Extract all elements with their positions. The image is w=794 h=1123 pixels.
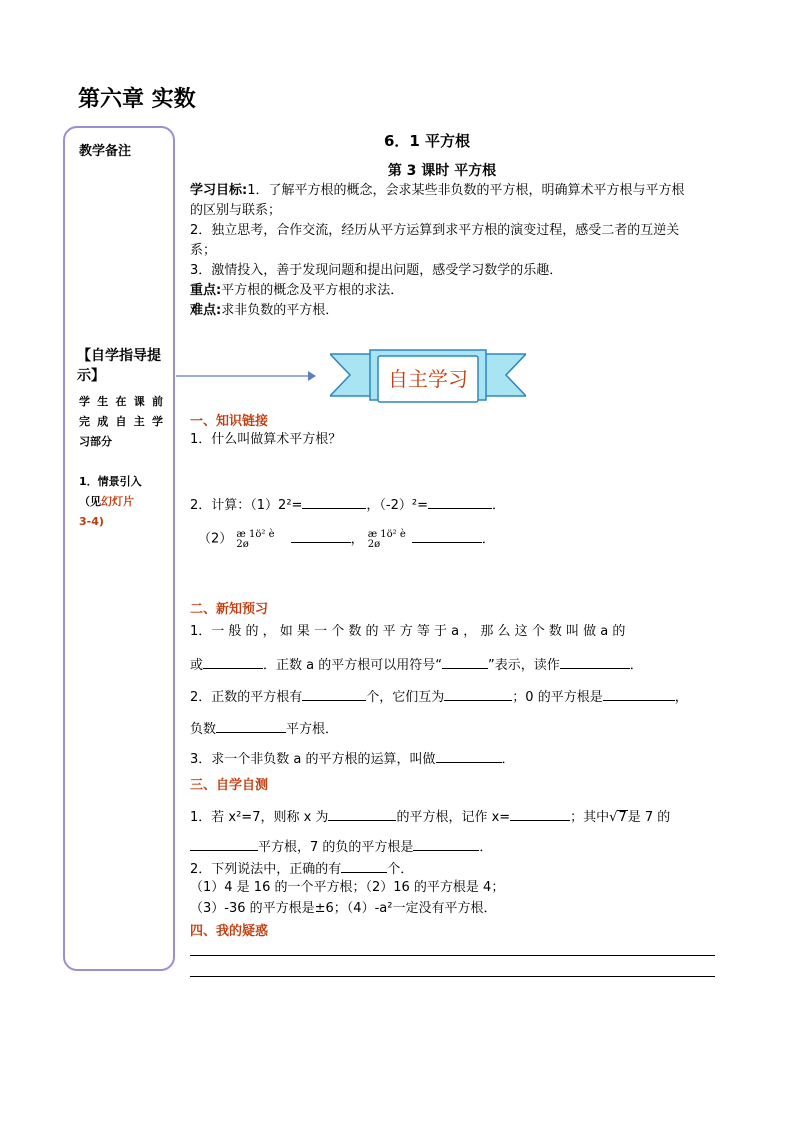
- preview-1-pre: 或: [190, 658, 204, 673]
- lesson-subtitle: 第 3 课时 平方根: [387, 163, 497, 179]
- self-test-2-b: 个．: [387, 862, 414, 877]
- sidebar-ref: [79, 492, 165, 532]
- preview-2-line-2: [190, 718, 718, 740]
- sidebar-note-line: 习部分: [79, 435, 112, 448]
- self-test-1-e: 平方根，7 的负的平方根是: [258, 840, 414, 855]
- answer-line[interactable]: [190, 976, 715, 977]
- answer-blank[interactable]: [302, 686, 366, 701]
- answer-blank[interactable]: [436, 748, 502, 763]
- preview-2-a: 2．正数的平方根有: [190, 690, 303, 705]
- fraction-expression: æ 1ö² è 2ø: [236, 528, 275, 550]
- self-test-2-options-2: （3）-36 的平方根是±6；（4）-a²一定没有平方根．: [190, 901, 497, 916]
- sidebar-ref-link: 幻灯片: [101, 495, 134, 508]
- sidebar-ref-close: 3-4): [79, 515, 104, 528]
- preview-3-end: ．: [501, 752, 515, 767]
- answer-blank[interactable]: [510, 806, 570, 821]
- question-3-end: ．: [481, 532, 495, 547]
- answer-blank[interactable]: [216, 718, 286, 733]
- preview-2-b: 个，它们互为: [366, 690, 445, 705]
- sidebar-intro: 1．情景引入: [79, 475, 142, 488]
- answer-blank[interactable]: [302, 494, 366, 509]
- answer-blank[interactable]: [560, 654, 630, 669]
- sidebar-note-line: 完成自主学: [79, 415, 163, 428]
- preview-2-d: ，: [674, 690, 688, 705]
- sqrt-radicand: 7: [618, 810, 627, 825]
- preview-3: [190, 748, 718, 770]
- sidebar-label: 教学备注: [79, 144, 132, 159]
- answer-blank[interactable]: [328, 806, 396, 821]
- sidebar-note: [79, 392, 163, 452]
- self-test-2-options-1: （1）4 是 16 的一个平方根；（2）16 的平方根是 4；: [190, 880, 505, 895]
- objectives-label: 学习目标:: [190, 183, 248, 198]
- objective-2: 2．独立思考，合作交流，经历从平方运算到求平方根的演变过程，感受二者的互逆关: [190, 223, 680, 238]
- section-knowledge-link: 一、知识链接: [190, 414, 269, 429]
- question-3-label: （2）: [198, 531, 233, 547]
- self-test-1-a: 1．若 x²=7，则称 x 为: [190, 810, 329, 825]
- self-test-1-end: ．: [479, 840, 493, 855]
- question-2-part-b: ，（-2）²=: [366, 498, 428, 513]
- preview-1-mid2: ”表示，读作: [487, 658, 560, 673]
- answer-blank[interactable]: [428, 494, 492, 509]
- key-point-label: 重点:: [190, 283, 222, 298]
- self-test-2-a: 2．下列说法中，正确的有: [190, 862, 342, 877]
- objectives: [190, 181, 718, 321]
- preview-1-mid: ．正数 a 的平方根可以用符号“: [263, 658, 442, 673]
- difficulty-label: 难点:: [190, 303, 222, 318]
- question-2-end: ．: [492, 498, 506, 513]
- self-test-1-line-2: [190, 836, 718, 858]
- key-point-text: 平方根的概念及平方根的求法．: [221, 283, 404, 298]
- objective-1b: 的区别与联系；: [190, 203, 282, 218]
- preview-2-c: ；0 的平方根是: [512, 690, 603, 705]
- answer-line[interactable]: [190, 955, 715, 956]
- section-my-doubts: 四、我的疑惑: [190, 924, 269, 939]
- arrow-icon: [176, 368, 316, 384]
- sidebar-note-line: 学生在课前: [79, 395, 163, 408]
- self-study-banner: [330, 348, 526, 406]
- question-1: 1．什么叫做算术平方根？: [190, 432, 342, 447]
- preview-1-line-1: 1．一 般 的 ， 如 果 一 个 数 的 平 方 等 于 a ， 那 么 这 个 数 叫 做 a 的: [190, 624, 626, 639]
- self-test-1-b: 的平方根，记作 x=: [396, 810, 511, 825]
- preview-2: [190, 686, 718, 708]
- answer-blank[interactable]: [203, 654, 263, 669]
- answer-blank[interactable]: [442, 654, 488, 669]
- objective-2b: 系；: [190, 243, 217, 258]
- sqrt-symbol: √: [609, 810, 618, 825]
- preview-3-text: 3．求一个非负数 a 的平方根的运算，叫做: [190, 752, 436, 767]
- answer-blank[interactable]: [291, 528, 351, 543]
- preview-1-line-2: [190, 654, 718, 676]
- answer-blank[interactable]: [444, 686, 512, 701]
- teaching-notes-sidebar: [63, 126, 175, 971]
- self-test-1-d: 是 7 的: [627, 810, 671, 825]
- answer-blank[interactable]: [341, 858, 387, 873]
- section-preview: 二、新知预习: [190, 602, 269, 617]
- section-self-test: 三、自学自测: [190, 778, 269, 793]
- self-test-2: [190, 858, 718, 880]
- banner-text: 自主学习: [388, 367, 468, 391]
- fraction-expression: æ 1ö² è 2ø: [367, 528, 406, 550]
- objective-1: 1．了解平方根的概念，会求某些非负数的平方根，明确算术平方根与平方根: [247, 183, 685, 198]
- answer-blank[interactable]: [413, 836, 479, 851]
- question-2-part-a: 2．计算：（1）2²=: [190, 498, 303, 513]
- answer-blank[interactable]: [412, 528, 482, 543]
- answer-blank[interactable]: [603, 686, 675, 701]
- self-test-1: [190, 806, 718, 828]
- objective-3: 3．激情投入，善于发现问题和提出问题，感受学习数学的乐趣．: [190, 263, 563, 278]
- preview-2-e-post: 平方根．: [286, 722, 339, 737]
- self-test-1-c: ；其中: [570, 810, 610, 825]
- sidebar-ref-open: （见: [79, 495, 101, 508]
- answer-blank[interactable]: [190, 836, 258, 851]
- section-title: 6．1 平方根: [383, 132, 471, 150]
- question-3: （2） æ 1ö² è 2ø ， æ 1ö² è 2ø ．: [198, 528, 495, 550]
- preview-1-end: ．: [629, 658, 643, 673]
- chapter-title: 第六章 实数: [78, 87, 196, 112]
- difficulty-text: 求非负数的平方根．: [221, 303, 339, 318]
- question-2: [190, 494, 718, 516]
- preview-2-e-pre: 负数: [190, 722, 217, 737]
- sidebar-guide: 【自学指导提示】: [77, 348, 161, 384]
